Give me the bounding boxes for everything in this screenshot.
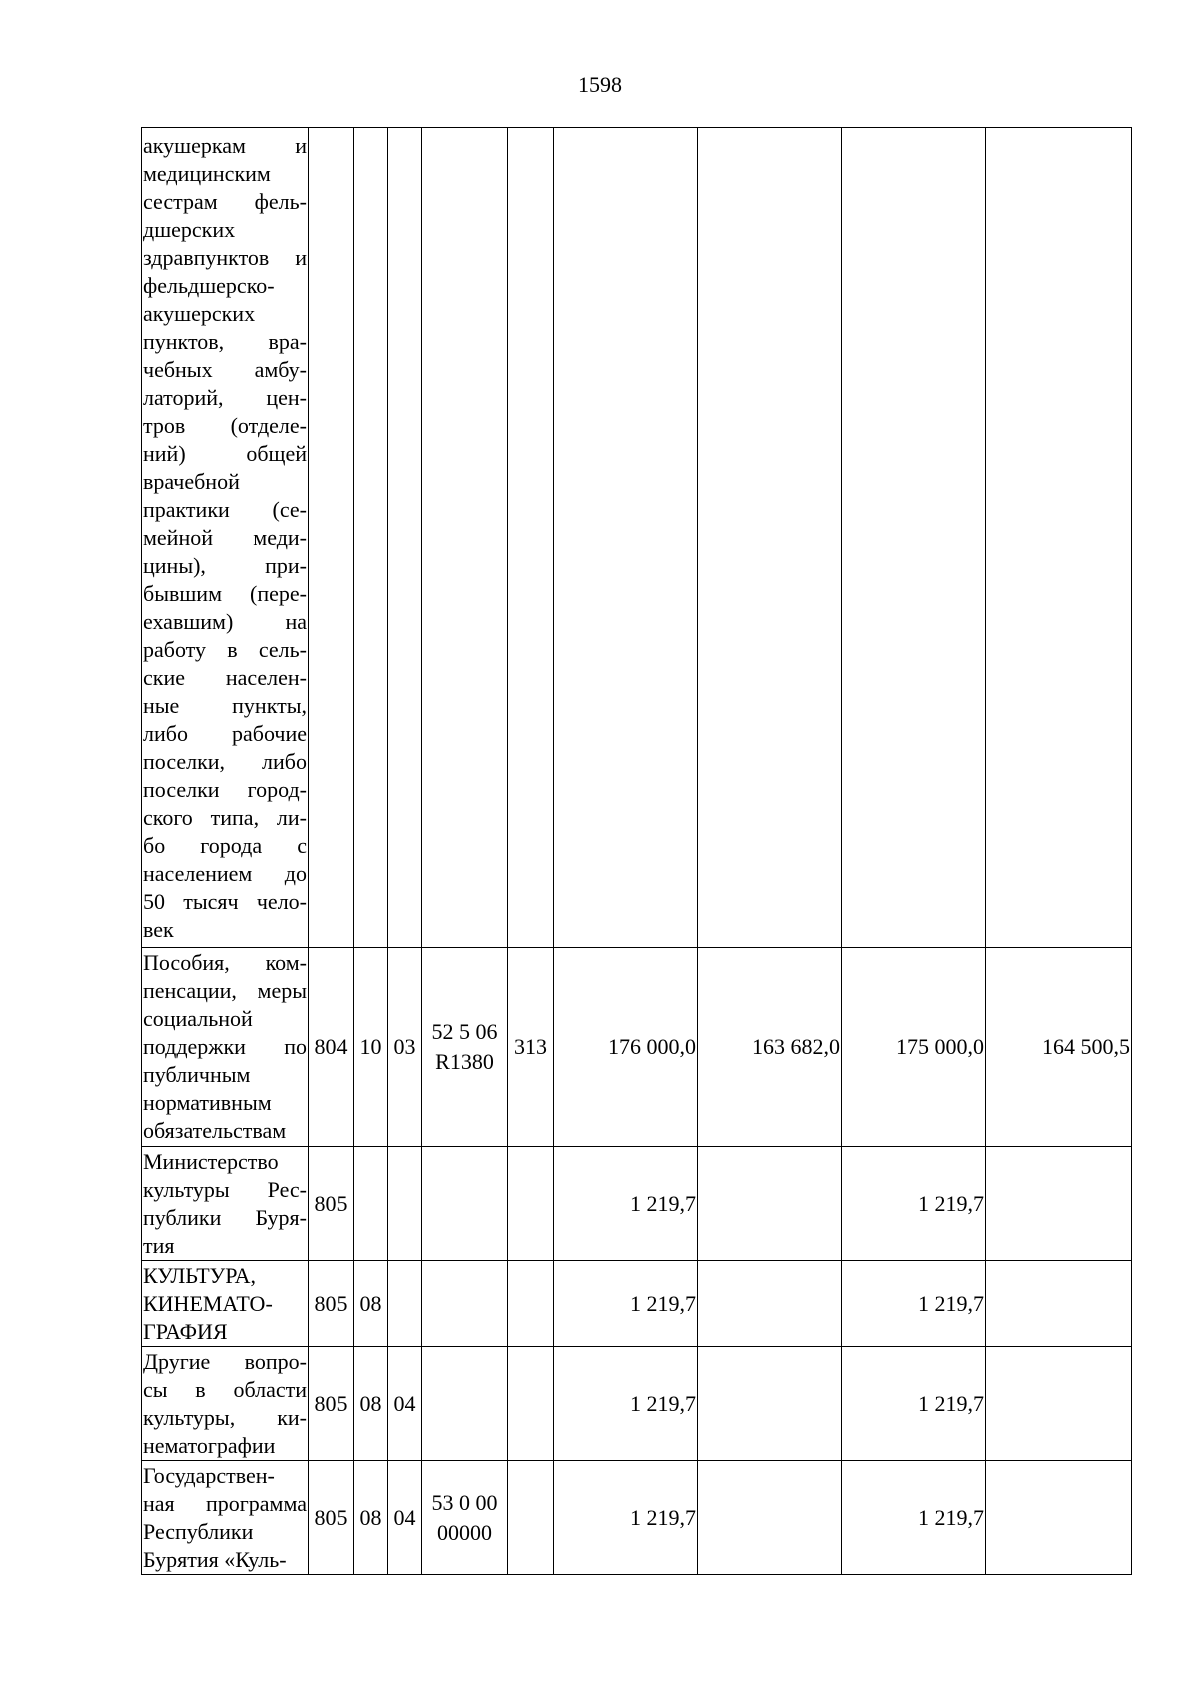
amount-1: 176 000,0 [554, 948, 698, 1147]
target-article-code [422, 128, 508, 948]
subsection-code [388, 128, 422, 948]
row-name-line: КУЛЬТУРА, [143, 1262, 257, 1288]
row-name-line: либо рабочие [143, 720, 307, 746]
row-name-cell [142, 1461, 309, 1575]
row-name-line: ний) общей [143, 440, 307, 466]
amount-4 [986, 1147, 1132, 1261]
amount-2 [698, 1261, 842, 1347]
row-name-line: ные пункты, [143, 692, 307, 718]
section-code: 10 [354, 948, 388, 1147]
amount-2: 163 682,0 [698, 948, 842, 1147]
row-name-line: населением до [143, 860, 307, 886]
section-code: 08 [354, 1347, 388, 1461]
row-name-line: пунктов, вра- [143, 328, 307, 354]
subsection-code: 04 [388, 1461, 422, 1575]
row-name-cell [142, 948, 309, 1147]
row-name-line: век [143, 916, 174, 942]
row-name-line: здравпунктов и [143, 244, 307, 270]
row-name-line: Государствен- [143, 1462, 275, 1488]
row-name-line: нематографии [143, 1432, 276, 1458]
row-name-line: социальной [143, 1006, 253, 1031]
ministry-code: 805 [309, 1147, 354, 1261]
amount-3: 175 000,0 [842, 948, 986, 1147]
page-number: 1598 [578, 72, 622, 97]
amount-4 [986, 1261, 1132, 1347]
row-name-line: Министерство [143, 1148, 279, 1174]
row-name-line: сестрам фель- [143, 188, 307, 214]
target-code-line2: 00000 [437, 1519, 492, 1545]
target-code-line2: R1380 [435, 1049, 494, 1074]
expense-type-code [508, 1347, 554, 1461]
amount-1: 1 219,7 [554, 1347, 698, 1461]
row-name-line: Республики [143, 1518, 254, 1544]
row-name-line: публичным [143, 1062, 251, 1087]
row-name-line: пенсации, меры [143, 978, 307, 1003]
table-row [142, 1147, 1132, 1261]
amount-3 [842, 128, 986, 948]
table-row [142, 1261, 1132, 1347]
section-code [354, 1147, 388, 1261]
row-name-line: практики (се- [143, 496, 307, 522]
row-name-line: сы в области [143, 1376, 307, 1402]
ministry-code: 805 [309, 1461, 354, 1575]
target-article-code [422, 1347, 508, 1461]
row-name-line: ГРАФИЯ [143, 1318, 228, 1344]
table-row [142, 1347, 1132, 1461]
table-row [142, 128, 1132, 948]
row-name-line: тров (отделе- [143, 412, 307, 438]
table-row [142, 948, 1132, 1147]
amount-2 [698, 1461, 842, 1575]
subsection-code [388, 1147, 422, 1261]
row-name-line: 50 тысяч чело- [143, 888, 307, 914]
row-name [143, 1348, 307, 1460]
amount-1: 1 219,7 [554, 1461, 698, 1575]
row-name-line: медицинским [143, 160, 271, 186]
row-name-line: ские населен- [143, 664, 307, 690]
row-name-line: акушеркам и [143, 132, 307, 158]
row-name-line: КИНЕМАТО- [143, 1290, 273, 1316]
row-name-line: цины), при- [143, 552, 307, 578]
row-name-line: культуры, ки- [143, 1404, 307, 1430]
row-name-line: Пособия, ком- [143, 950, 307, 975]
amount-1 [554, 128, 698, 948]
target-article-code [422, 1261, 508, 1347]
row-name-line: врачебной [143, 468, 240, 494]
row-name-line: дшерских [143, 216, 236, 242]
row-name [143, 1148, 307, 1260]
row-name-line: тия [143, 1232, 175, 1258]
ministry-code: 804 [309, 948, 354, 1147]
row-name-line: акушерских [143, 300, 256, 326]
section-code: 08 [354, 1461, 388, 1575]
row-name-cell [142, 128, 309, 948]
amount-4: 164 500,5 [986, 948, 1132, 1147]
row-name-line: фельдшерско- [143, 272, 275, 298]
amount-2 [698, 128, 842, 948]
budget-table [141, 127, 1132, 1575]
row-name-line: Другие вопро- [143, 1348, 307, 1374]
row-name-line: культуры Рес- [143, 1176, 307, 1202]
subsection-code: 04 [388, 1347, 422, 1461]
row-name-line: ехавшим) на [143, 608, 307, 634]
expense-type-code [508, 1461, 554, 1575]
subsection-code: 03 [388, 948, 422, 1147]
row-name-line: поселки, либо [143, 748, 307, 774]
target-article-code [422, 948, 508, 1147]
table-body [142, 128, 1132, 1575]
ministry-code: 805 [309, 1261, 354, 1347]
expense-type-code [508, 128, 554, 948]
amount-1: 1 219,7 [554, 1147, 698, 1261]
row-name-line: Бурятия «Куль- [143, 1546, 287, 1572]
amount-4 [986, 128, 1132, 948]
row-name-line: работу в сель- [143, 636, 307, 662]
row-name-cell [142, 1147, 309, 1261]
row-name-cell [142, 1347, 309, 1461]
row-name-line: мейной меди- [143, 524, 307, 550]
expense-type-code [508, 1261, 554, 1347]
row-name-line: обязательствам [143, 1118, 287, 1143]
row-name-line: поддержки по [143, 1034, 307, 1059]
row-name-line: поселки город- [143, 776, 307, 802]
ministry-code [309, 128, 354, 948]
target-article-code [422, 1147, 508, 1261]
row-name-line: ная программа [143, 1490, 307, 1516]
amount-3: 1 219,7 [842, 1261, 986, 1347]
amount-4 [986, 1461, 1132, 1575]
row-name [143, 949, 307, 1145]
expense-type-code: 313 [508, 948, 554, 1147]
target-code-line1: 52 5 06 [431, 1019, 498, 1044]
amount-4 [986, 1347, 1132, 1461]
section-code [354, 128, 388, 948]
target-article-code [422, 1461, 508, 1575]
ministry-code: 805 [309, 1347, 354, 1461]
row-name-line: публики Буря- [143, 1204, 307, 1230]
row-name-line: чебных амбу- [143, 356, 307, 382]
row-name [143, 1262, 307, 1346]
subsection-code [388, 1261, 422, 1347]
section-code: 08 [354, 1261, 388, 1347]
row-name [143, 132, 307, 944]
amount-2 [698, 1347, 842, 1461]
row-name-line: ского типа, ли- [143, 804, 307, 830]
row-name-line: бо города с [143, 832, 307, 858]
amount-3: 1 219,7 [842, 1347, 986, 1461]
row-name-line: бывшим (пере- [143, 580, 307, 606]
amount-2 [698, 1147, 842, 1261]
row-name-cell [142, 1261, 309, 1347]
expense-type-code [508, 1147, 554, 1261]
table-row [142, 1461, 1132, 1575]
target-code-line1: 53 0 00 [431, 1489, 498, 1515]
row-name-line: латорий, цен- [143, 384, 307, 410]
amount-1: 1 219,7 [554, 1261, 698, 1347]
row-name-line: нормативным [143, 1090, 272, 1115]
amount-3: 1 219,7 [842, 1461, 986, 1575]
amount-3: 1 219,7 [842, 1147, 986, 1261]
row-name [143, 1462, 307, 1574]
